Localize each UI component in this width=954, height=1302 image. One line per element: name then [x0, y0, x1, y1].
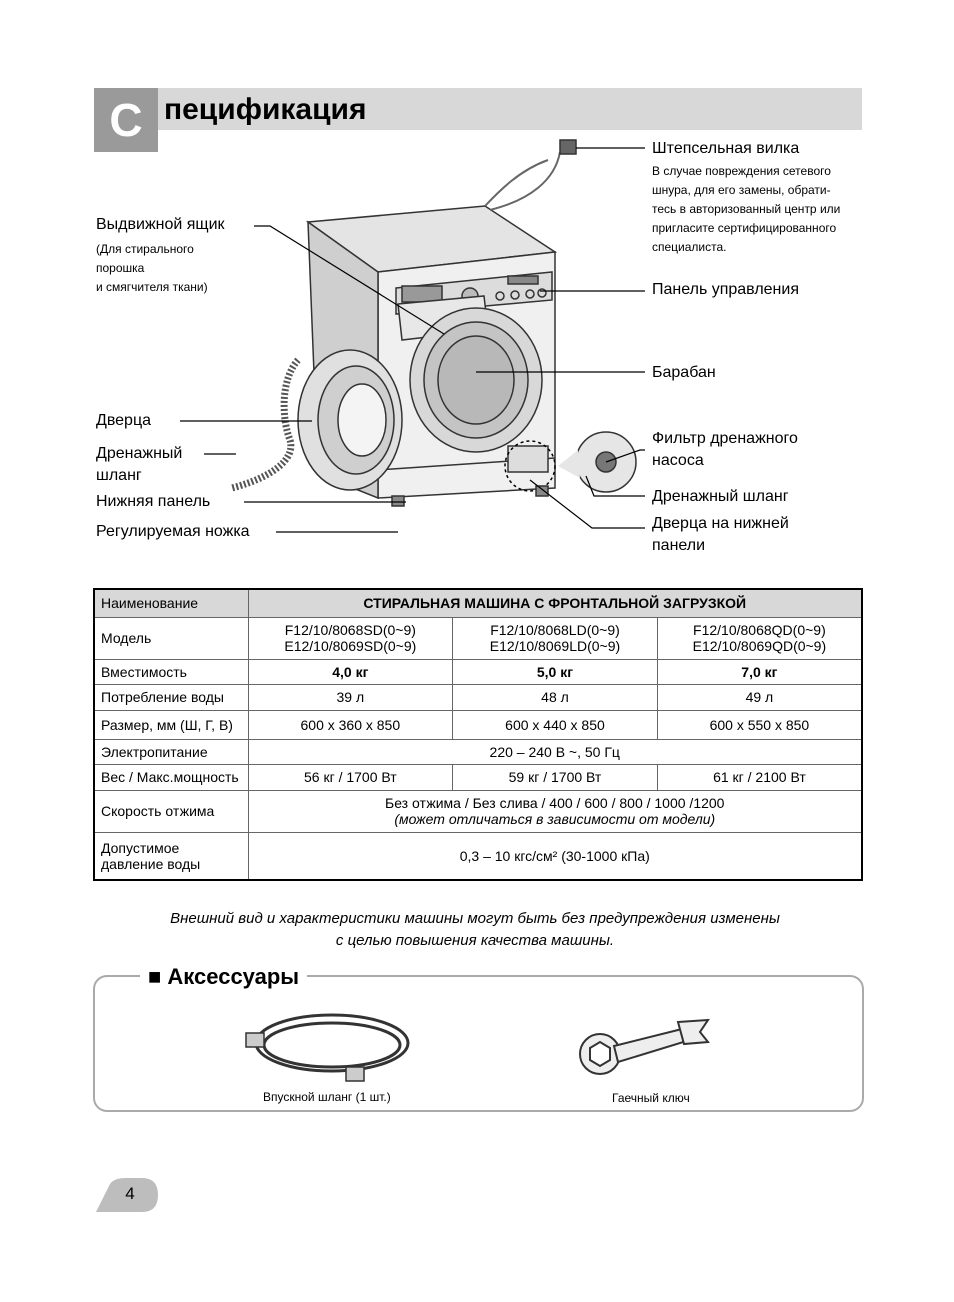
table-cell: 59 кг / 1700 Вт	[453, 764, 658, 790]
table-cell: F12/10/8068QD(0~9) E12/10/8069QD(0~9)	[657, 617, 862, 659]
callout-plug-note: пригласите сертифицированного	[652, 221, 837, 235]
callout-drain-hose-left: Дренажный	[96, 445, 183, 462]
table-cell: Наименование	[94, 589, 248, 617]
callout-drain-hose-left: шланг	[96, 467, 142, 484]
inlet-hose-caption: Впускной шланг (1 шт.)	[263, 1090, 391, 1104]
callout-drawer-note: порошка	[96, 261, 145, 275]
wrench-icon	[574, 1016, 714, 1076]
table-cell: Модель	[94, 617, 248, 659]
table-row	[94, 589, 862, 617]
table-row	[94, 790, 862, 832]
table-cell: Потребление воды	[94, 684, 248, 710]
callout-drawer: Выдвижной ящик	[96, 216, 225, 233]
header-initial-letter: С	[94, 88, 158, 152]
callout-plug-note: тесь в авторизованный центр или	[652, 202, 841, 216]
callout-drawer-note: и смягчителя ткани)	[96, 280, 208, 294]
callout-adjustable-foot: Регулируемая ножка	[96, 523, 250, 540]
callout-plug-note: В случае повреждения сетевого	[652, 164, 831, 178]
table-row	[94, 710, 862, 739]
callout-door: Дверца	[96, 412, 152, 429]
table-cell: 600 x 440 x 850	[453, 710, 658, 739]
table-cell: F12/10/8068LD(0~9) E12/10/8069LD(0~9)	[453, 617, 658, 659]
table-cell: 600 x 360 x 850	[248, 710, 453, 739]
table-cell: 56 кг / 1700 Вт	[248, 764, 453, 790]
table-row	[94, 659, 862, 684]
table-cell: 0,3 – 10 кгс/см² (30-1000 кПа)	[248, 832, 862, 880]
table-cell: Размер, мм (Ш, Г, В)	[94, 710, 248, 739]
callout-drum: Барабан	[652, 364, 716, 381]
table-row	[94, 617, 862, 659]
table-cell: Вес / Макс.мощность	[94, 764, 248, 790]
callout-plug-note: шнура, для его замены, обрати-	[652, 183, 831, 197]
spin-note: (может отличаться в зависимости от модели)	[394, 811, 716, 827]
callout-lower-door: панели	[652, 537, 706, 554]
specification-table	[93, 588, 863, 881]
table-cell: 4,0 кг	[248, 659, 453, 684]
table-cell: 220 – 240 В ~, 50 Гц	[248, 739, 862, 764]
accessories-title: ■ Аксессуары	[140, 963, 307, 991]
table-cell: 600 x 550 x 850	[657, 710, 862, 739]
table-cell: Допустимое давление воды	[94, 832, 248, 880]
disclaimer-note: Внешний вид и характеристики машины могут быть без предупреждения изменены с целью повышения качества машины.	[170, 910, 780, 949]
table-cell: F12/10/8068SD(0~9) E12/10/8069SD(0~9)	[248, 617, 453, 659]
table-cell: 48 л	[453, 684, 658, 710]
table-cell	[248, 790, 862, 832]
square-bullet-icon: ■	[148, 964, 162, 989]
table-row	[94, 832, 862, 880]
table-row	[94, 739, 862, 764]
callout-plug-note: специалиста.	[652, 240, 727, 254]
callout-plug: Штепсельная вилка	[652, 140, 800, 157]
page-title: пецификация	[164, 93, 367, 126]
callout-control-panel: Панель управления	[652, 281, 799, 298]
table-cell: Скорость отжима	[94, 790, 248, 832]
washing-machine-illustration	[232, 140, 636, 506]
table-cell: Электропитание	[94, 739, 248, 764]
wrench-caption: Гаечный ключ	[612, 1091, 690, 1105]
accessories-panel	[93, 975, 864, 1112]
table-cell: 39 л	[248, 684, 453, 710]
table-cell: 7,0 кг	[657, 659, 862, 684]
table-cell: СТИРАЛЬНАЯ МАШИНА С ФРОНТАЛЬНОЙ ЗАГРУЗКОЙ	[248, 589, 862, 617]
page-number: 4	[125, 1184, 135, 1203]
callout-drain-hose-right: Дренажный шланг	[652, 488, 789, 505]
callout-pump-filter: Фильтр дренажного	[652, 430, 798, 447]
table-row	[94, 764, 862, 790]
inlet-hose-icon	[240, 1005, 420, 1087]
callout-lower-door: Дверца на нижней	[652, 515, 789, 532]
spin-values: Без отжима / Без слива / 400 / 600 / 800 / 1000 /1200	[385, 795, 725, 811]
table-cell: Вместимость	[94, 659, 248, 684]
table-cell: 61 кг / 2100 Вт	[657, 764, 862, 790]
table-cell: 5,0 кг	[453, 659, 658, 684]
callout-pump-filter: насоса	[652, 452, 704, 469]
callout-drawer-note: (Для стирального	[96, 242, 194, 256]
callout-lower-panel: Нижняя панель	[96, 493, 211, 510]
table-cell: 49 л	[657, 684, 862, 710]
table-row	[94, 684, 862, 710]
